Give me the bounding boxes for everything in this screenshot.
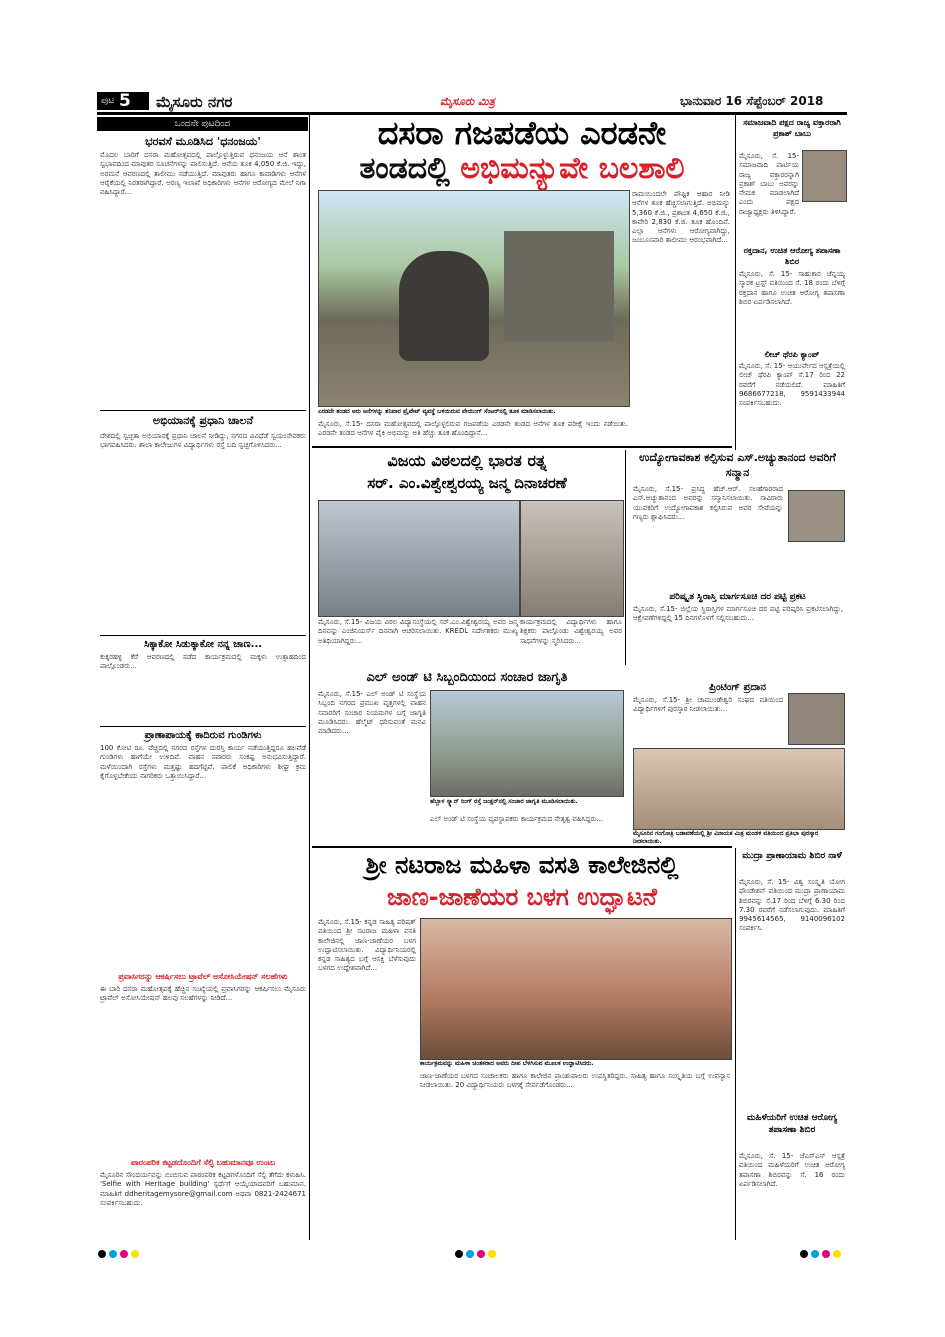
col1-para-1: ಮೊದಲ ಬಾರಿಗೆ ದಸರಾ ಮಹೋತ್ಸವದಲ್ಲಿ ಪಾಲ್ಗೊಳ್ಳುತ್ತಿರುವ ಧನಂಜಯ ಆನೆ ಶಾಂತ ಸ್ವಭಾವದಿಂದ ಮಾವುತರ ಸೂಚನೆಗಳನ್ನು ಪಾಲಿಸುತ್ತಿದೆ. ಆನೆಯ ತೂಕ 4,050 ಕೆ.ಜಿ. ಇದ್ದು, ಅರಮನೆ ಆವರಣದಲ್ಲಿ ತಾಲೀಮು ನಡೆಯುತ್ತಿದೆ. ಮಾವುತರು ಹಾಗೂ ಕಾವಾಡಿಗಳು ಆನೆಗಳ ಆರೈಕೆಯಲ್ಲಿ ನಿರತರಾಗಿದ್ದಾರೆ. ಅರಣ್ಯ ಇಲಾಖೆ ಅಧಿಕಾರಿಗಳು ಆನೆಗಳ ಆರೋಗ್ಯದ ಮೇಲೆ ನಿಗಾ ವಹಿಸಿದ್ದಾರೆ... bbox=[100, 151, 309, 197]
vijaya-text-2: ಕಾರ್ಯಕ್ರಮದಲ್ಲಿ ವಿದ್ಯಾರ್ಥಿಗಳು ಹಾಗೂ ಶಿಕ್ಷಕರು ಪಾಲ್ಗೊಂಡು ವಿಶ್ವೇಶ್ವರಯ್ಯ ಅವರ ಸಾಧನೆಗಳನ್ನು ಸ್ಮರಿಸಿದರು... bbox=[520, 618, 625, 645]
reg-dot bbox=[98, 1250, 106, 1258]
right-head-5: ಮಹಿಳೆಯರಿಗೆ ಉಚಿತ ಆರೋಗ್ಯ ತಪಾಸಣಾ ಶಿಬಿರ bbox=[746, 1113, 838, 1135]
headline-part-a: ತಂಡದಲ್ಲಿ bbox=[359, 151, 450, 186]
page-label: ಪುಟ bbox=[101, 96, 115, 106]
right-divider-2 bbox=[735, 848, 736, 1240]
registration-marks-right bbox=[800, 1243, 844, 1262]
reg-dot bbox=[822, 1250, 830, 1258]
natraja-photo bbox=[420, 918, 732, 1060]
right-text-2: ಮೈಸೂರು, ಸೆ. 15- ಸಾಹುಕಾರ ಚೆನ್ನಯ್ಯ ಸ್ಮಾರಕ ಟ್ರಸ್ಟ್ ವತಿಯಿಂದ ಸೆ. 18 ರಂದು ಬೆಳಿಗ್ಗೆ ರಕ್ತದಾನ ಹಾಗೂ ಉಚಿತ ಆರೋಗ್ಯ ತಪಾಸಣಾ ಶಿಬಿರ ಏರ್ಪಡಿಸಲಾಗಿದೆ. bbox=[739, 270, 848, 306]
subsection-label: ಒಂದನೇ ಪುಟದಿಂದ bbox=[174, 119, 231, 129]
col1-heading-5: ಪ್ರವಾಸಿಗರನ್ನು ಆಕರ್ಷಿಸಲು ಟ್ರಾವೆಲ್ ಅಸೋಸಿಯೇಷನ್ ಸಲಹೆಗಳು bbox=[118, 972, 288, 981]
main-headline-line-2 bbox=[312, 148, 732, 190]
col1-para-5: ಈ ಬಾರಿ ದಸರಾ ಮಹೋತ್ಸವಕ್ಕೆ ಹೆಚ್ಚಿನ ಸಂಖ್ಯೆಯಲ್ಲಿ ಪ್ರವಾಸಿಗರನ್ನು ಆಕರ್ಷಿಸಲು ಮೈಸೂರು ಟ್ರಾವೆಲ್ ಅಸೋಸಿಯೇಷನ್ ಹಲವು ಸಲಹೆಗಳನ್ನು ನೀಡಿದೆ... bbox=[100, 985, 309, 1003]
udyoga-sub-head: ಪರಿಷ್ಕೃತ ಸ್ಥಿರಾಸ್ತಿ ಮಾರ್ಗಸೂಚಿ ದರ ಪಟ್ಟಿ ಪ್ರಕಟ bbox=[669, 592, 806, 602]
reg-dot bbox=[120, 1250, 128, 1258]
col1-para-4: 100 ಕೋಟಿ ರೂ. ವೆಚ್ಚದಲ್ಲಿ ನಗರದ ರಸ್ತೆಗಳ ದುರಸ್ತಿ ಕಾರ್ಯ ನಡೆಯುತ್ತಿದ್ದರೂ ಹಲವೆಡೆ ಗುಂಡಿಗಳು ಹಾಗೆಯೇ ಉಳಿದಿವೆ. ವಾಹನ ಸವಾರರು ಸಂಕಷ್ಟ ಅನುಭವಿಸುತ್ತಿದ್ದಾರೆ. ಮಳೆಯಿಂದಾಗಿ ರಸ್ತೆಗಳು ಮತ್ತಷ್ಟು ಹದಗೆಟ್ಟಿವೆ. ಪಾಲಿಕೆ ಅಧಿಕಾರಿಗಳು ಶೀಘ್ರ ಕ್ರಮ ಕೈಗೊಳ್ಳಬೇಕೆಂದು ನಾಗರಿಕರು ಒತ್ತಾಯಿಸಿದ್ದಾರೆ... bbox=[100, 744, 309, 780]
vijaya-divider bbox=[625, 450, 626, 665]
right-portrait bbox=[802, 150, 847, 202]
reg-dot bbox=[131, 1250, 139, 1258]
right-text-5: ಮೈಸೂರು, ಸೆ. 15- ಜೆಎಸ್‌ಎಸ್ ಆಸ್ಪತ್ರೆ ವತಿಯಿಂದ ಮಹಿಳೆಯರಿಗೆ ಉಚಿತ ಆರೋಗ್ಯ ತಪಾಸಣಾ ಶಿಬಿರವನ್ನು ಸೆ. 16 ರಂದು ಏರ್ಪಡಿಸಲಾಗಿದೆ. bbox=[739, 1152, 848, 1188]
col1-heading-6: ಪಾರಂಪರಿಕ ಕಟ್ಟಡದೊಂದಿಗೆ ಸೆಲ್ಫಿ ಬಹುಮಾನವೂ ಉಂಟು bbox=[130, 1158, 276, 1167]
reg-dot bbox=[466, 1250, 474, 1258]
registration-marks-center bbox=[455, 1243, 499, 1262]
lt-photo bbox=[430, 690, 624, 797]
reg-dot bbox=[811, 1250, 819, 1258]
natraja-head-2: ಜಾಣ-ಜಾಣೆಯರ ಬಳಗ ಉದ್ಘಾಟನೆ bbox=[387, 883, 657, 911]
lt-text-1: ಮೈಸೂರು, ಸೆ.15- ಎಲ್ ಅಂಡ್ ಟಿ ಸಂಸ್ಥೆಯ ಸಿಬ್ಬಂದಿ ನಗರದ ಪ್ರಮುಖ ವೃತ್ತಗಳಲ್ಲಿ ವಾಹನ ಸವಾರರಿಗೆ ಸಂಚಾರ ನಿಯಮಗಳ ಬಗ್ಗೆ ಜಾಗೃತಿ ಮೂಡಿಸಿದರು. ಹೆಲ್ಮೆಟ್ ಧರಿಸುವಂತೆ ಮನವಿ ಮಾಡಿದರು... bbox=[318, 690, 429, 736]
main-divider bbox=[312, 446, 732, 448]
lt-head: ಎಲ್ ಅಂಡ್ ಟಿ ಸಿಬ್ಬಂದಿಯಿಂದ ಸಂಚಾರ ಜಾಗೃತಿ bbox=[366, 670, 568, 685]
elephant-photo bbox=[318, 190, 630, 407]
natraja-text: ಮೈಸೂರು, ಸೆ.15- ಕನ್ನಡ ಸಾಹಿತ್ಯ ಪರಿಷತ್ ವತಿಯಿಂದ ಶ್ರೀ ನಟರಾಜ ಮಹಿಳಾ ವಸತಿ ಕಾಲೇಜಿನಲ್ಲಿ ಜಾಣ-ಜಾಣೆಯರ ಬಳಗ ಉದ್ಘಾಟಿಸಲಾಯಿತು. ವಿದ್ಯಾರ್ಥಿನಿಯರಲ್ಲಿ ಕನ್ನಡ ಸಾಹಿತ್ಯದ ಬಗ್ಗೆ ಆಸಕ್ತಿ ಬೆಳೆಸುವುದು ಬಳಗದ ಉದ್ದೇಶವಾಗಿದೆ... bbox=[318, 918, 419, 973]
elephant-caption: ಎರಡನೇ ತಂಡದ ಆರು ಆನೆಗಳನ್ನು ಶನಿವಾರ ಪ್ರೈವೇಟ್ ವ್ಯವಸ್ಥೆ ಬಳಿಯಿರುವ ವೇಯಿಂಗ್ ಸೆಂಟರ್‌ನಲ್ಲಿ ತೂಕ ಮಾಡಿಸಲಾಯಿತು. bbox=[318, 408, 556, 415]
pratibha-caption: ಮೈಸೂರಿನ ಗಂಗೋತ್ರಿ ಬಡಾವಣೆಯಲ್ಲಿ ಶ್ರೀ ವಿನಾಯಕ ಮಿತ್ರ ಮಂಡಳಿ ವತಿಯಿಂದ ಪ್ರತಿಭಾ ಪುರಸ್ಕಾರ ನೀಡಲಾಯಿತು. bbox=[633, 830, 819, 845]
natraja-head-1: ಶ್ರೀ ನಟರಾಜ ಮಹಿಳಾ ವಸತಿ ಕಾಲೇಜಿನಲ್ಲಿ bbox=[365, 851, 679, 879]
col1-heading-4: ಪ್ರಾಣಾಪಾಯಕ್ಕೆ ಕಾದಿರುವ ಗುಂಡಿಗಳು bbox=[100, 726, 306, 741]
vijaya-photo bbox=[318, 500, 520, 617]
right-text-4: ಮೈಸೂರು, ಸೆ. 15- ವಿಶ್ವ ಸಂಸ್ಕೃತಿ ಯೋಗ ಫೌಂಡೇಶನ್ ವತಿಯಿಂದ ಮುದ್ರಾ ಪ್ರಾಣಾಯಾಮ ಶಿಬಿರವನ್ನು ಸೆ.17 ರಿಂದ ಬೆಳಿಗ್ಗೆ 6.30 ರಿಂದ 7.30 ರವರೆಗೆ ನಡೆಸಲಾಗುವುದು. ಮಾಹಿತಿಗೆ 9945614565, 9140096102 ಸಂಪರ್ಕಿಸಿ. bbox=[739, 878, 848, 933]
elephant-shape bbox=[399, 251, 489, 361]
natraja-text-2: ಜಾಣ-ಜಾಣೆಯರ ಬಳಗದ ಸಂಚಾಲಕರು ಹಾಗೂ ಕಾಲೇಜಿನ ಪ್ರಾಂಶುಪಾಲರು ಉಪಸ್ಥಿತರಿದ್ದರು. ಸಾಹಿತ್ಯ ಹಾಗೂ ಸಂಸ್ಕೃತಿಯ ಬಗ್ಗೆ ಉಪನ್ಯಾಸ ನೀಡಲಾಯಿತು. 20 ವಿದ್ಯಾರ್ಥಿನಿಯರು ಬಳಗಕ್ಕೆ ಸೇರ್ಪಡೆಗೊಂಡರು... bbox=[420, 1072, 733, 1090]
right-head-1: ಸಮಾಜವಾದಿ ಪಕ್ಷದ ರಾಜ್ಯ ವಕ್ತಾರರಾಗಿ ಪ್ರಕಾಶ್ ಬಾಬು bbox=[743, 118, 841, 138]
lt-caption: ಹೆಬ್ಬಾಳ ಸ್ಕ್ಯಾನ್ ರಿಂಗ್ ರಸ್ತೆ ಜಂಕ್ಷನ್‌ನಲ್ಲಿ ಸಂಚಾರ ಜಾಗೃತಿ ಮೂಡಿಸಲಾಯಿತು. bbox=[430, 798, 578, 805]
pratibha-portrait bbox=[788, 693, 845, 745]
col1-para-3: ಕುಕ್ಕರಹಳ್ಳಿ ಕೆರೆ ಆವರಣದಲ್ಲಿ ನಡೆದ ಕಾರ್ಯಕ್ರಮದಲ್ಲಿ ಮಕ್ಕಳು ಉತ್ಸಾಹದಿಂದ ಪಾಲ್ಗೊಂಡರು... bbox=[100, 653, 309, 671]
pratibha-text: ಮೈಸೂರು, ಸೆ.15- ಶ್ರೀ ಚಾಮುಂಡೇಶ್ವರಿ ಸಂಘದ ವತಿಯಿಂದ ವಿದ್ಯಾರ್ಥಿಗಳಿಗೆ ಪುರಸ್ಕಾರ ನೀಡಲಾಯಿತು... bbox=[633, 696, 786, 714]
col1-heading-2: ಅಭಿಯಾನಕ್ಕೆ ಪ್ರಧಾನಿ ಚಾಲನೆ bbox=[100, 410, 306, 428]
vijaya-photo-2 bbox=[520, 500, 624, 617]
weighing-hut bbox=[504, 231, 614, 341]
pratibha-head: ಪ್ರಿಂಟಿಂಗ್ ಪ್ರದಾನ bbox=[709, 682, 766, 693]
section-title: ಮೈಸೂರು ನಗರ bbox=[156, 93, 233, 111]
main-headline-line-1: ದಸರಾ ಗಜಪಡೆಯ ಎರಡನೇ bbox=[377, 114, 667, 152]
lt-text-2: ಎಲ್ ಅಂಡ್ ಟಿ ಸಂಸ್ಥೆಯ ವ್ಯವಸ್ಥಾಪಕರು ಕಾರ್ಯಕ್ರಮದ ನೇತೃತ್ವ ವಹಿಸಿದ್ದರು... bbox=[430, 815, 604, 823]
vijaya-text-1: ಮೈಸೂರು, ಸೆ.15- ವಿಜಯ ವಿಠಲ ವಿದ್ಯಾಸಂಸ್ಥೆಯಲ್ಲಿ ಸರ್.ಎಂ.ವಿಶ್ವೇಶ್ವರಯ್ಯ ಅವರ ಜನ್ಮ ದಿನವನ್ನು ಎಂಜಿನಿಯರ್ಸ್ ದಿನವಾಗಿ ಆಚರಿಸಲಾಯಿತು. KREDL ನಿರ್ದೇಶಕರು ಮುಖ್ಯ ಅತಿಥಿಯಾಗಿದ್ದರು... bbox=[318, 618, 521, 645]
udyoga-portrait bbox=[788, 490, 845, 542]
udyoga-sub-text: ಮೈಸೂರು, ಸೆ.15- ಜಿಲ್ಲೆಯ ಸ್ಥಿರಾಸ್ತಿಗಳ ಮಾರ್ಗಸೂಚಿ ದರ ಪಟ್ಟಿ ಪರಿಷ್ಕರಿಸಿ ಪ್ರಕಟಿಸಲಾಗಿದ್ದು, ಆಕ್ಷೇಪಣೆಗಳಿದ್ದಲ್ಲಿ 15 ದಿನಗಳೊಳಗೆ ಸಲ್ಲಿಸಬಹುದು... bbox=[633, 605, 846, 623]
subsection-bar bbox=[97, 117, 308, 131]
reg-dot bbox=[800, 1250, 808, 1258]
reg-dot bbox=[488, 1250, 496, 1258]
headline-part-b: ಅಭಿಮನ್ಯುವೇ ಬಲಶಾಲಿ bbox=[460, 151, 685, 186]
udyoga-text: ಮೈಸೂರು, ಸೆ.15- ಪ್ರಸಿದ್ಧ ಹೆಚ್.ಆರ್. ಸಲಹೆಗಾರರಾದ ಎಸ್.ಅಚ್ಯುತಾನಂದ ಅವರನ್ನು ಸನ್ಮಾನಿಸಲಾಯಿತು. ಸಾವಿರಾರು ಯುವಕರಿಗೆ ಉದ್ಯೋಗಾವಕಾಶ ಕಲ್ಪಿಸಿರುವ ಅವರ ಸೇವೆಯನ್ನು ಗಣ್ಯರು ಶ್ಲಾಘಿಸಿದರು... bbox=[633, 485, 786, 521]
right-head-2: ರಕ್ತದಾನ, ಉಚಿತ ಆರೋಗ್ಯ ತಪಾಸಣಾ ಶಿಬಿರ bbox=[743, 246, 841, 266]
right-divider bbox=[735, 115, 736, 450]
reg-dot bbox=[833, 1250, 841, 1258]
col1 bbox=[100, 133, 309, 1238]
col1-heading-1: ಭರವಸೆ ಮೂಡಿಸಿದ 'ಧನಂಜಯ' bbox=[145, 135, 261, 148]
col1-heading-3: ಸಿಕ್ಕಾಕೋ ಸಿಡುಕ್ಕಾಕೋ ನನ್ನ ಜಾಣ... bbox=[100, 635, 306, 650]
main-right-text: ರಾಮಯಿಂದಲೇ ಪೌಷ್ಟಿಕ ಆಹಾರ ನೀಡಿ ಆನೆಗಳ ತೂಕ ಹೆಚ್ಚಿಸಲಾಗುತ್ತಿದೆ. ಅಭಿಮನ್ಯು 5,360 ಕೆ.ಜಿ., ಪ್ರಶಾಂತ 4,650 ಕೆ.ಜಿ., ಕಾವೇರಿ 2,830 ಕೆ.ಜಿ. ತೂಕ ಹೊಂದಿವೆ. ಎಲ್ಲಾ ಆನೆಗಳು ಆರೋಗ್ಯವಾಗಿದ್ದು, ಜಂಬೂಸವಾರಿ ತಾಲೀಮು ಆರಂಭವಾಗಿದೆ... bbox=[632, 190, 733, 245]
natraja-caption: ಕಾರ್ಯಕ್ರಮವನ್ನು ಮಹಿಳಾ ಚಿಂತಕರಾದ ಅವರು ದೀಪ ಬೆಳಗಿಸುವ ಮೂಲಕ ಉದ್ಘಾಟಿಸಿದರು. bbox=[420, 1060, 594, 1067]
reg-dot bbox=[477, 1250, 485, 1258]
right-text-1: ಮೈಸೂರು, ಸೆ. 15- ಸಮಾಜವಾದಿ ಪಾರ್ಟಿಯ ರಾಜ್ಯ ವಕ್ತಾರರನ್ನಾಗಿ ಪ್ರಕಾಶ್ ಬಾಬು ಅವರನ್ನು ನೇಮಕ ಮಾಡಲಾಗಿದೆ ಎಂದು ಪಕ್ಷದ ರಾಜ್ಯಾಧ್ಯಕ್ಷರು ತಿಳಿಸಿದ್ದಾರೆ. bbox=[739, 152, 802, 216]
right-text-3: ಮೈಸೂರು, ಸೆ. 15- ಆಯುರ್ವೇದ ಆಸ್ಪತ್ರೆಯಲ್ಲಿ ಲೀಚ್ ಥೆರಪಿ ಕ್ಯಾಂಪ್ ಸೆ.17 ರಿಂದ 22 ರವರೆಗೆ ನಡೆಯಲಿದೆ. ಮಾಹಿತಿಗೆ 9686677218, 9591433944 ಸಂಪರ್ಕಿಸಬಹುದು. bbox=[739, 362, 848, 408]
right-head-4: ಮುದ್ರಾ ಪ್ರಾಣಾಯಾಮ ಶಿಬಿರ ನಾಳೆ bbox=[742, 851, 842, 861]
vijaya-head-2: ಸರ್. ಎಂ.ವಿಶ್ವೇಶ್ವರಯ್ಯ ಜನ್ಮ ದಿನಾಚರಣೆ bbox=[367, 474, 567, 492]
main-below-text: ಮೈಸೂರು, ಸೆ.15- ದಸರಾ ಮಹೋತ್ಸವದಲ್ಲಿ ಪಾಲ್ಗೊಳ್ಳಲಿರುವ ಗಜಪಡೆಯ ಎರಡನೇ ತಂಡದ ಆನೆಗಳ ತೂಕ ಪರೀಕ್ಷೆ ಇಂದು ನಡೆಯಿತು. ಎರಡನೇ ತಂಡದ ಆನೆಗಳ ಪೈಕಿ ಅಭಿಮನ್ಯು ಅತಿ ಹೆಚ್ಚು ತೂಕ ಹೊಂದಿದ್ದಾನೆ... bbox=[318, 420, 631, 438]
reg-dot bbox=[109, 1250, 117, 1258]
pratibha-photo bbox=[633, 748, 845, 830]
masthead: ಮೈಸೂರು ಮಿತ್ರ bbox=[440, 95, 495, 108]
col1-para-6: ಮೈಸೂರಿನ ಸೌಂದರ್ಯವನ್ನು ಬಿಂಬಿಸುವ ಪಾರಂಪರಿಕ ಕಟ್ಟಡಗಳೊಂದಿಗೆ ಸೆಲ್ಫಿ ತೆಗೆದು ಕಳುಹಿಸಿ. 'Selfie with Heritage building' ಸ್ಪರ್ಧೆಗೆ ಆಯ್ಕೆಯಾದವರಿಗೆ ಬಹುಮಾನ. ಮಾಹಿತಿಗೆ ddheritagemysore@gmail.com ಅಥವಾ 0821-2424671 ಸಂಪರ್ಕಿಸಬಹುದು. bbox=[100, 1171, 309, 1207]
page-date: ಭಾನುವಾರ 16 ಸೆಪ್ಟೆಂಬರ್ 2018 bbox=[680, 94, 824, 108]
col1-divider bbox=[309, 115, 310, 1240]
vijaya-head-1: ವಿಜಯ ವಿಠಲದಲ್ಲಿ ಭಾರತ ರತ್ನ bbox=[387, 451, 547, 470]
udyoga-head: ಉದ್ಯೋಗಾವಕಾಶ ಕಲ್ಪಿಸುವ ಎಸ್.ಅಚ್ಯುತಾನಂದ ಅವರಿಗೆ ಸನ್ಮಾನ bbox=[639, 451, 836, 479]
reg-dot bbox=[455, 1250, 463, 1258]
col1-para-2: ದೇಶದಲ್ಲಿ ಸ್ವಚ್ಛತಾ ಅಭಿಯಾನಕ್ಕೆ ಪ್ರಧಾನಿ ಚಾಲನೆ ನೀಡಿದ್ದು, ನಗರದ ವಿವಿಧೆಡೆ ಸ್ವಯಂಸೇವಕರು ಭಾಗವಹಿಸಿದರು. ಶಾಲಾ ಕಾಲೇಜುಗಳ ವಿದ್ಯಾರ್ಥಿಗಳು ರಸ್ತೆ ಬದಿ ಸ್ವಚ್ಛಗೊಳಿಸಿದರು... bbox=[100, 432, 309, 450]
registration-marks-left bbox=[98, 1243, 142, 1262]
page-number-box bbox=[97, 92, 149, 110]
page-number: 5 bbox=[119, 91, 131, 111]
right-head-3: ಲೀಚ್ ಥೆರಪಿ ಕ್ಯಾಂಪ್ bbox=[764, 350, 820, 359]
